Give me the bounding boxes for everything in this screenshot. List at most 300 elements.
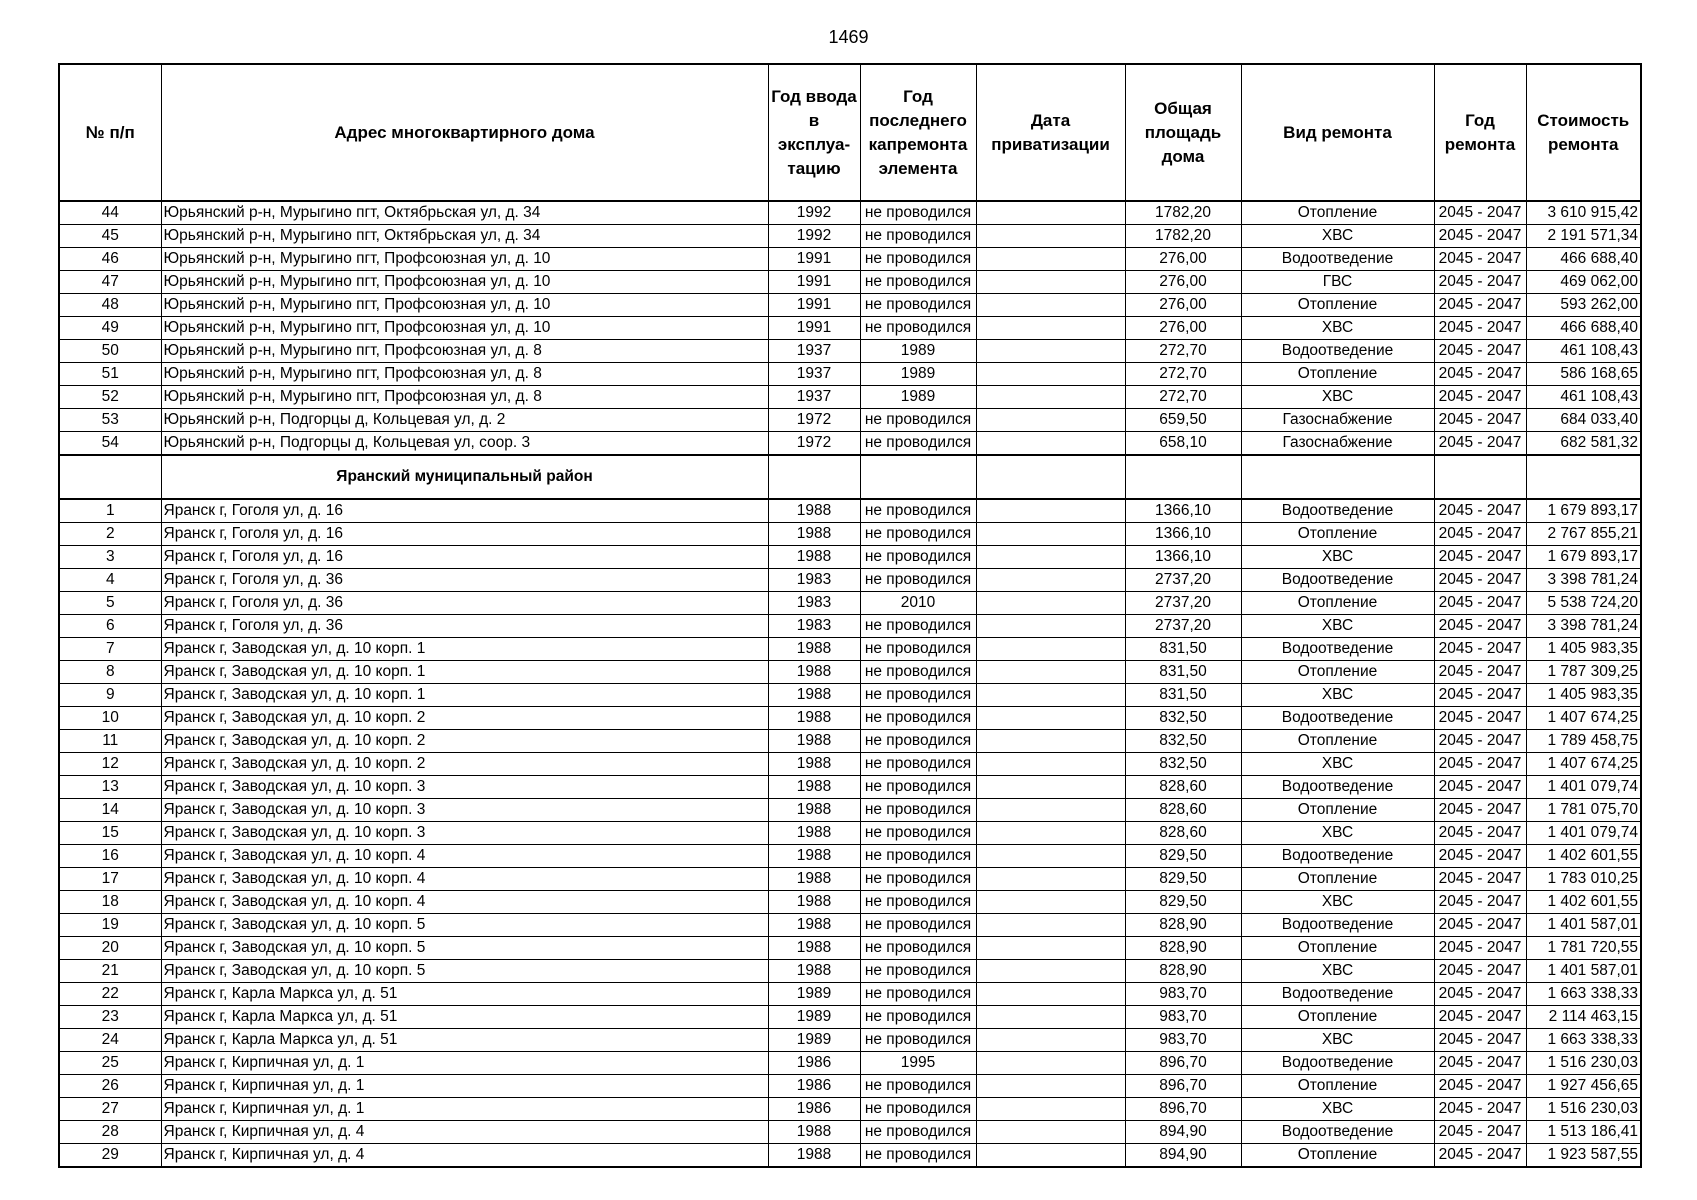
cost-cell: 1 407 674,25 <box>1526 753 1641 776</box>
row-number: 54 <box>59 432 161 456</box>
cost-cell: 3 610 915,42 <box>1526 201 1641 225</box>
row-number: 25 <box>59 1052 161 1075</box>
page-number: 1469 <box>828 27 869 47</box>
cost-cell: 1 781 720,55 <box>1526 937 1641 960</box>
last-repair-cell: не проводился <box>860 960 976 983</box>
row-number: 51 <box>59 363 161 386</box>
last-repair-cell: не проводился <box>860 868 976 891</box>
last-repair-cell: не проводился <box>860 1121 976 1144</box>
area-cell: 276,00 <box>1125 248 1241 271</box>
cost-cell: 586 168,65 <box>1526 363 1641 386</box>
year-built-cell: 1988 <box>768 776 860 799</box>
last-repair-cell: не проводился <box>860 822 976 845</box>
repair-year-cell: 2045 - 2047 <box>1434 225 1526 248</box>
repair-type-cell: Водоотведение <box>1241 707 1434 730</box>
repair-year-cell: 2045 - 2047 <box>1434 271 1526 294</box>
area-cell: 1782,20 <box>1125 225 1241 248</box>
area-cell: 828,90 <box>1125 937 1241 960</box>
table-row <box>59 386 1641 409</box>
address-cell: Юрьянский р-н, Подгорцы д, Кольцевая ул, д. 2 <box>161 409 768 432</box>
repair-type-cell: Отопление <box>1241 1144 1434 1168</box>
header-repair-year: Год ремонта <box>1434 64 1526 201</box>
privatization-cell <box>976 707 1125 730</box>
year-built-cell: 1988 <box>768 661 860 684</box>
address-cell: Яранск г, Карла Маркса ул, д. 51 <box>161 983 768 1006</box>
table-row <box>59 201 1641 225</box>
area-cell: 828,60 <box>1125 799 1241 822</box>
table-row <box>59 960 1641 983</box>
repair-type-cell: ХВС <box>1241 317 1434 340</box>
address-cell: Яранск г, Гоголя ул, д. 16 <box>161 546 768 569</box>
year-built-cell: 1988 <box>768 707 860 730</box>
address-cell: Яранск г, Гоголя ул, д. 16 <box>161 499 768 523</box>
privatization-cell <box>976 592 1125 615</box>
privatization-cell <box>976 499 1125 523</box>
year-built-cell: 1983 <box>768 569 860 592</box>
row-number: 20 <box>59 937 161 960</box>
repair-year-cell: 2045 - 2047 <box>1434 730 1526 753</box>
repair-type-cell: Водоотведение <box>1241 340 1434 363</box>
section-body <box>59 455 1641 499</box>
repair-year-cell: 2045 - 2047 <box>1434 914 1526 937</box>
area-cell: 272,70 <box>1125 386 1241 409</box>
section-cell-empty <box>768 455 860 499</box>
row-number: 12 <box>59 753 161 776</box>
year-built-cell: 1989 <box>768 1006 860 1029</box>
last-repair-cell: 1989 <box>860 386 976 409</box>
repair-year-cell: 2045 - 2047 <box>1434 615 1526 638</box>
repair-type-cell: ХВС <box>1241 546 1434 569</box>
cost-cell: 1 405 983,35 <box>1526 684 1641 707</box>
year-built-cell: 1937 <box>768 386 860 409</box>
table-row <box>59 1098 1641 1121</box>
privatization-cell <box>976 569 1125 592</box>
area-cell: 829,50 <box>1125 868 1241 891</box>
repair-type-cell: Отопление <box>1241 523 1434 546</box>
year-built-cell: 1988 <box>768 914 860 937</box>
header-last-repair: Год последнего капремонта элемента <box>860 64 976 201</box>
repair-year-cell: 2045 - 2047 <box>1434 201 1526 225</box>
table-row <box>59 822 1641 845</box>
privatization-cell <box>976 776 1125 799</box>
area-cell: 276,00 <box>1125 271 1241 294</box>
repair-type-cell: ХВС <box>1241 225 1434 248</box>
row-number: 53 <box>59 409 161 432</box>
privatization-cell <box>976 960 1125 983</box>
repair-type-cell: ХВС <box>1241 960 1434 983</box>
cost-cell: 2 114 463,15 <box>1526 1006 1641 1029</box>
address-cell: Яранск г, Заводская ул, д. 10 корп. 5 <box>161 960 768 983</box>
last-repair-cell: не проводился <box>860 1098 976 1121</box>
repair-year-cell: 2045 - 2047 <box>1434 317 1526 340</box>
privatization-cell <box>976 615 1125 638</box>
table-row <box>59 363 1641 386</box>
cost-cell: 1 401 587,01 <box>1526 960 1641 983</box>
repair-year-cell: 2045 - 2047 <box>1434 546 1526 569</box>
repair-year-cell: 2045 - 2047 <box>1434 845 1526 868</box>
section-title: Яранский муниципальный район <box>161 455 768 499</box>
repair-year-cell: 2045 - 2047 <box>1434 753 1526 776</box>
repair-type-cell: Водоотведение <box>1241 983 1434 1006</box>
area-cell: 1366,10 <box>1125 523 1241 546</box>
last-repair-cell: не проводился <box>860 684 976 707</box>
cost-cell: 1 516 230,03 <box>1526 1052 1641 1075</box>
area-cell: 1366,10 <box>1125 546 1241 569</box>
table-row <box>59 730 1641 753</box>
table-body-top <box>59 201 1641 455</box>
address-cell: Яранск г, Заводская ул, д. 10 корп. 1 <box>161 661 768 684</box>
repair-type-cell: Отопление <box>1241 1075 1434 1098</box>
year-built-cell: 1988 <box>768 730 860 753</box>
area-cell: 896,70 <box>1125 1098 1241 1121</box>
cost-cell: 1 402 601,55 <box>1526 845 1641 868</box>
repair-year-cell: 2045 - 2047 <box>1434 569 1526 592</box>
table-row <box>59 294 1641 317</box>
cost-cell: 1 663 338,33 <box>1526 983 1641 1006</box>
table-row <box>59 523 1641 546</box>
row-number: 23 <box>59 1006 161 1029</box>
repair-table <box>58 63 1642 1168</box>
address-cell: Яранск г, Заводская ул, д. 10 корп. 4 <box>161 845 768 868</box>
year-built-cell: 1988 <box>768 1144 860 1168</box>
privatization-cell <box>976 983 1125 1006</box>
last-repair-cell: не проводился <box>860 730 976 753</box>
table-row <box>59 546 1641 569</box>
row-number: 26 <box>59 1075 161 1098</box>
privatization-cell <box>976 891 1125 914</box>
area-cell: 659,50 <box>1125 409 1241 432</box>
address-cell: Яранск г, Заводская ул, д. 10 корп. 3 <box>161 799 768 822</box>
repair-year-cell: 2045 - 2047 <box>1434 363 1526 386</box>
repair-type-cell: ХВС <box>1241 1098 1434 1121</box>
last-repair-cell: не проводился <box>860 409 976 432</box>
cost-cell: 1 402 601,55 <box>1526 891 1641 914</box>
table-row <box>59 499 1641 523</box>
address-cell: Юрьянский р-н, Подгорцы д, Кольцевая ул, соор. 3 <box>161 432 768 456</box>
repair-year-cell: 2045 - 2047 <box>1434 776 1526 799</box>
year-built-cell: 1992 <box>768 225 860 248</box>
table-row <box>59 983 1641 1006</box>
repair-type-cell: Водоотведение <box>1241 499 1434 523</box>
cost-cell: 461 108,43 <box>1526 386 1641 409</box>
address-cell: Яранск г, Карла Маркса ул, д. 51 <box>161 1029 768 1052</box>
address-cell: Яранск г, Заводская ул, д. 10 корп. 4 <box>161 891 768 914</box>
repair-type-cell: Отопление <box>1241 592 1434 615</box>
address-cell: Юрьянский р-н, Мурыгино пгт, Профсоюзная ул, д. 8 <box>161 363 768 386</box>
row-number: 18 <box>59 891 161 914</box>
privatization-cell <box>976 340 1125 363</box>
last-repair-cell: не проводился <box>860 432 976 456</box>
privatization-cell <box>976 1144 1125 1168</box>
repair-type-cell: ХВС <box>1241 822 1434 845</box>
row-number: 17 <box>59 868 161 891</box>
table-row <box>59 592 1641 615</box>
repair-type-cell: ХВС <box>1241 615 1434 638</box>
section-cell-empty <box>1434 455 1526 499</box>
repair-type-cell: Отопление <box>1241 730 1434 753</box>
table-row <box>59 225 1641 248</box>
repair-type-cell: Отопление <box>1241 661 1434 684</box>
area-cell: 828,60 <box>1125 776 1241 799</box>
row-number: 19 <box>59 914 161 937</box>
repair-year-cell: 2045 - 2047 <box>1434 409 1526 432</box>
repair-year-cell: 2045 - 2047 <box>1434 592 1526 615</box>
header-num: № п/п <box>59 64 161 201</box>
row-number: 5 <box>59 592 161 615</box>
last-repair-cell: не проводился <box>860 1006 976 1029</box>
section-cell-empty <box>1526 455 1641 499</box>
last-repair-cell: не проводился <box>860 248 976 271</box>
header-year-built: Год ввода в эксплуа-тацию <box>768 64 860 201</box>
privatization-cell <box>976 1052 1125 1075</box>
area-cell: 896,70 <box>1125 1075 1241 1098</box>
privatization-cell <box>976 730 1125 753</box>
year-built-cell: 1988 <box>768 822 860 845</box>
table-row <box>59 1052 1641 1075</box>
area-cell: 1366,10 <box>1125 499 1241 523</box>
row-number: 52 <box>59 386 161 409</box>
row-number: 22 <box>59 983 161 1006</box>
row-number: 44 <box>59 201 161 225</box>
repair-year-cell: 2045 - 2047 <box>1434 868 1526 891</box>
header-area: Общая площадь дома <box>1125 64 1241 201</box>
repair-year-cell: 2045 - 2047 <box>1434 799 1526 822</box>
row-number: 15 <box>59 822 161 845</box>
area-cell: 272,70 <box>1125 340 1241 363</box>
section-cell-empty <box>59 455 161 499</box>
address-cell: Яранск г, Кирпичная ул, д. 4 <box>161 1144 768 1168</box>
repair-year-cell: 2045 - 2047 <box>1434 499 1526 523</box>
privatization-cell <box>976 317 1125 340</box>
address-cell: Юрьянский р-н, Мурыгино пгт, Профсоюзная ул, д. 10 <box>161 317 768 340</box>
address-cell: Юрьянский р-н, Мурыгино пгт, Профсоюзная ул, д. 10 <box>161 248 768 271</box>
area-cell: 829,50 <box>1125 891 1241 914</box>
row-number: 48 <box>59 294 161 317</box>
privatization-cell <box>976 432 1125 456</box>
section-cell-empty <box>1125 455 1241 499</box>
area-cell: 894,90 <box>1125 1121 1241 1144</box>
privatization-cell <box>976 937 1125 960</box>
privatization-cell <box>976 546 1125 569</box>
address-cell: Яранск г, Кирпичная ул, д. 1 <box>161 1098 768 1121</box>
table-row <box>59 1144 1641 1168</box>
address-cell: Яранск г, Заводская ул, д. 10 корп. 2 <box>161 707 768 730</box>
repair-type-cell: ХВС <box>1241 684 1434 707</box>
privatization-cell <box>976 1075 1125 1098</box>
last-repair-cell: не проводился <box>860 983 976 1006</box>
last-repair-cell: не проводился <box>860 523 976 546</box>
last-repair-cell: не проводился <box>860 615 976 638</box>
repair-year-cell: 2045 - 2047 <box>1434 638 1526 661</box>
year-built-cell: 1972 <box>768 432 860 456</box>
cost-cell: 1 789 458,75 <box>1526 730 1641 753</box>
address-cell: Яранск г, Заводская ул, д. 10 корп. 3 <box>161 776 768 799</box>
year-built-cell: 1988 <box>768 868 860 891</box>
repair-year-cell: 2045 - 2047 <box>1434 1144 1526 1168</box>
table-row <box>59 569 1641 592</box>
privatization-cell <box>976 753 1125 776</box>
header-row <box>59 64 1641 201</box>
privatization-cell <box>976 799 1125 822</box>
area-cell: 983,70 <box>1125 1006 1241 1029</box>
repair-year-cell: 2045 - 2047 <box>1434 248 1526 271</box>
table-row <box>59 776 1641 799</box>
last-repair-cell: 1989 <box>860 340 976 363</box>
repair-type-cell: Водоотведение <box>1241 776 1434 799</box>
cost-cell: 1 401 079,74 <box>1526 822 1641 845</box>
last-repair-cell: не проводился <box>860 271 976 294</box>
cost-cell: 1 923 587,55 <box>1526 1144 1641 1168</box>
cost-cell: 1 927 456,65 <box>1526 1075 1641 1098</box>
year-built-cell: 1988 <box>768 845 860 868</box>
area-cell: 832,50 <box>1125 753 1241 776</box>
cost-cell: 3 398 781,24 <box>1526 615 1641 638</box>
cost-cell: 1 679 893,17 <box>1526 499 1641 523</box>
row-number: 47 <box>59 271 161 294</box>
repair-year-cell: 2045 - 2047 <box>1434 386 1526 409</box>
privatization-cell <box>976 868 1125 891</box>
year-built-cell: 1988 <box>768 523 860 546</box>
table-row <box>59 340 1641 363</box>
address-cell: Яранск г, Гоголя ул, д. 36 <box>161 615 768 638</box>
table-row <box>59 248 1641 271</box>
repair-year-cell: 2045 - 2047 <box>1434 340 1526 363</box>
repair-type-cell: Отопление <box>1241 1006 1434 1029</box>
table-row <box>59 891 1641 914</box>
repair-year-cell: 2045 - 2047 <box>1434 661 1526 684</box>
cost-cell: 466 688,40 <box>1526 248 1641 271</box>
cost-cell: 1 781 075,70 <box>1526 799 1641 822</box>
repair-year-cell: 2045 - 2047 <box>1434 294 1526 317</box>
repair-year-cell: 2045 - 2047 <box>1434 523 1526 546</box>
cost-cell: 1 401 587,01 <box>1526 914 1641 937</box>
area-cell: 896,70 <box>1125 1052 1241 1075</box>
repair-type-cell: Отопление <box>1241 937 1434 960</box>
table-row <box>59 684 1641 707</box>
repair-year-cell: 2045 - 2047 <box>1434 432 1526 456</box>
address-cell: Юрьянский р-н, Мурыгино пгт, Профсоюзная ул, д. 10 <box>161 271 768 294</box>
privatization-cell <box>976 822 1125 845</box>
year-built-cell: 1988 <box>768 546 860 569</box>
repair-year-cell: 2045 - 2047 <box>1434 937 1526 960</box>
year-built-cell: 1983 <box>768 592 860 615</box>
row-number: 2 <box>59 523 161 546</box>
header-privatization: Дата приватизации <box>976 64 1125 201</box>
year-built-cell: 1986 <box>768 1052 860 1075</box>
section-cell-empty <box>860 455 976 499</box>
last-repair-cell: не проводился <box>860 661 976 684</box>
repair-type-cell: ХВС <box>1241 891 1434 914</box>
row-number: 6 <box>59 615 161 638</box>
row-number: 10 <box>59 707 161 730</box>
repair-year-cell: 2045 - 2047 <box>1434 707 1526 730</box>
row-number: 14 <box>59 799 161 822</box>
repair-type-cell: Газоснабжение <box>1241 432 1434 456</box>
row-number: 49 <box>59 317 161 340</box>
year-built-cell: 1988 <box>768 499 860 523</box>
area-cell: 276,00 <box>1125 294 1241 317</box>
year-built-cell: 1988 <box>768 937 860 960</box>
repair-type-cell: Водоотведение <box>1241 1052 1434 1075</box>
area-cell: 894,90 <box>1125 1144 1241 1168</box>
year-built-cell: 1986 <box>768 1075 860 1098</box>
row-number: 46 <box>59 248 161 271</box>
cost-cell: 1 516 230,03 <box>1526 1098 1641 1121</box>
area-cell: 983,70 <box>1125 1029 1241 1052</box>
address-cell: Юрьянский р-н, Мурыгино пгт, Профсоюзная ул, д. 10 <box>161 294 768 317</box>
table-row <box>59 914 1641 937</box>
area-cell: 831,50 <box>1125 638 1241 661</box>
table-row <box>59 432 1641 456</box>
table-row <box>59 638 1641 661</box>
address-cell: Яранск г, Кирпичная ул, д. 1 <box>161 1052 768 1075</box>
table-row <box>59 845 1641 868</box>
privatization-cell <box>976 845 1125 868</box>
repair-type-cell: Водоотведение <box>1241 569 1434 592</box>
year-built-cell: 1988 <box>768 684 860 707</box>
last-repair-cell: не проводился <box>860 937 976 960</box>
last-repair-cell: не проводился <box>860 707 976 730</box>
last-repair-cell: не проводился <box>860 201 976 225</box>
header-address: Адрес многоквартирного дома <box>161 64 768 201</box>
header-cost: Стоимость ремонта <box>1526 64 1641 201</box>
privatization-cell <box>976 201 1125 225</box>
last-repair-cell: не проводился <box>860 1075 976 1098</box>
row-number: 1 <box>59 499 161 523</box>
privatization-cell <box>976 638 1125 661</box>
address-cell: Юрьянский р-н, Мурыгино пгт, Профсоюзная ул, д. 8 <box>161 340 768 363</box>
repair-type-cell: ХВС <box>1241 753 1434 776</box>
table-row <box>59 868 1641 891</box>
cost-cell: 1 513 186,41 <box>1526 1121 1641 1144</box>
cost-cell: 684 033,40 <box>1526 409 1641 432</box>
privatization-cell <box>976 914 1125 937</box>
privatization-cell <box>976 661 1125 684</box>
last-repair-cell: не проводился <box>860 799 976 822</box>
year-built-cell: 1988 <box>768 1121 860 1144</box>
repair-year-cell: 2045 - 2047 <box>1434 1121 1526 1144</box>
cost-cell: 466 688,40 <box>1526 317 1641 340</box>
table-row <box>59 1006 1641 1029</box>
last-repair-cell: не проводился <box>860 914 976 937</box>
last-repair-cell: не проводился <box>860 546 976 569</box>
area-cell: 828,90 <box>1125 960 1241 983</box>
area-cell: 829,50 <box>1125 845 1241 868</box>
area-cell: 983,70 <box>1125 983 1241 1006</box>
cost-cell: 1 783 010,25 <box>1526 868 1641 891</box>
address-cell: Юрьянский р-н, Мурыгино пгт, Профсоюзная ул, д. 8 <box>161 386 768 409</box>
row-number: 13 <box>59 776 161 799</box>
last-repair-cell: не проводился <box>860 891 976 914</box>
last-repair-cell: не проводился <box>860 225 976 248</box>
table-body-bottom <box>59 499 1641 1167</box>
table-row <box>59 937 1641 960</box>
repair-year-cell: 2045 - 2047 <box>1434 960 1526 983</box>
privatization-cell <box>976 386 1125 409</box>
area-cell: 831,50 <box>1125 684 1241 707</box>
row-number: 7 <box>59 638 161 661</box>
cost-cell: 682 581,32 <box>1526 432 1641 456</box>
last-repair-cell: не проводился <box>860 638 976 661</box>
section-cell-empty <box>1241 455 1434 499</box>
privatization-cell <box>976 271 1125 294</box>
privatization-cell <box>976 684 1125 707</box>
year-built-cell: 1989 <box>768 983 860 1006</box>
repair-type-cell: Водоотведение <box>1241 914 1434 937</box>
repair-type-cell: Отопление <box>1241 363 1434 386</box>
header-repair-type: Вид ремонта <box>1241 64 1434 201</box>
address-cell: Юрьянский р-н, Мурыгино пгт, Октябрьская ул, д. 34 <box>161 201 768 225</box>
